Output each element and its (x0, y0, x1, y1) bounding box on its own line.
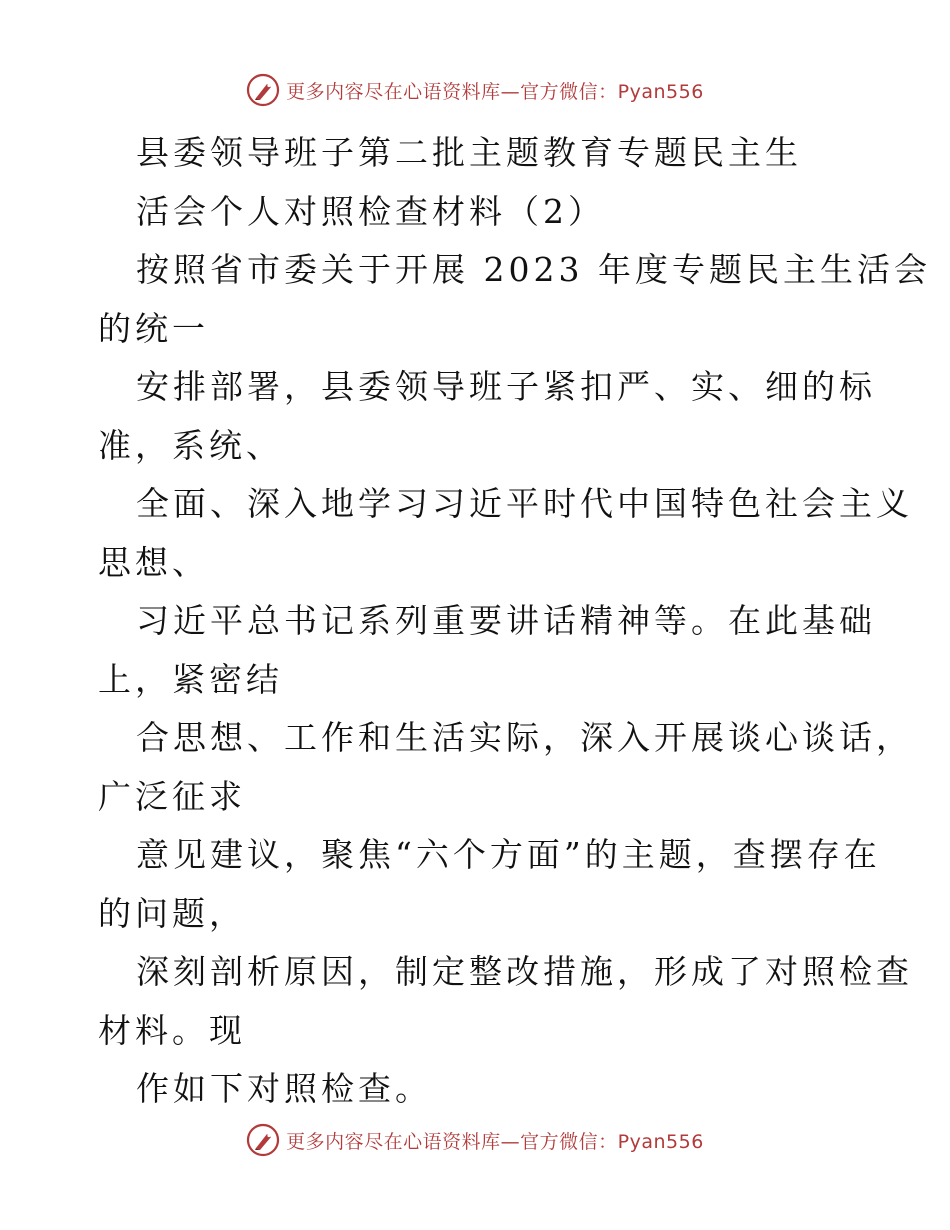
document-paragraph (98, 241, 931, 1119)
document-line: 意见建议，聚焦“六个方面”的主题，查摆存在 (136, 835, 881, 874)
document-body (98, 124, 931, 1119)
document-line: 的统一 (98, 308, 209, 348)
watermark-header (0, 70, 950, 110)
document-title-line: 活会个人对照检查材料（2） (136, 191, 605, 231)
document-title-line: 县委领导班子第二批主题教育专题民主生 (136, 133, 802, 172)
document-line: 思想、 (98, 542, 209, 582)
document-line: 安排部署，县委领导班子紧扣严、实、细的标 (136, 367, 876, 406)
document-line: 广泛征求 (98, 776, 246, 816)
document-line: 合思想、工作和生活实际，深入开展谈心谈话， (136, 718, 913, 757)
pen-logo-icon (246, 73, 280, 107)
document-line: 材料。现 (98, 1010, 246, 1050)
document-line: 全面、深入地学习习近平时代中国特色社会主义 (136, 484, 913, 523)
document-line: 的问题， (98, 893, 246, 933)
watermark-contact: Pyan556 (617, 80, 704, 103)
watermark-text: 更多内容尽在心语资料库—官方微信：Pyan556 (286, 1130, 704, 1153)
watermark-footer (0, 1120, 950, 1160)
document-line: 作如下对照检查。 (136, 1069, 432, 1108)
document-line: 按照省市委关于开展 2023 年度专题民主生活会 (136, 250, 931, 289)
watermark-contact: Pyan556 (617, 1130, 704, 1153)
document-line: 习近平总书记系列重要讲话精神等。在此基础 (136, 601, 876, 640)
document-line: 准，系统、 (98, 425, 283, 465)
document-line: 深刻剖析原因，制定整改措施，形成了对照检查 (136, 952, 913, 991)
pen-logo-icon (246, 1123, 280, 1157)
document-line: 上，紧密结 (98, 659, 283, 699)
watermark-text: 更多内容尽在心语资料库—官方微信：Pyan556 (286, 80, 704, 103)
